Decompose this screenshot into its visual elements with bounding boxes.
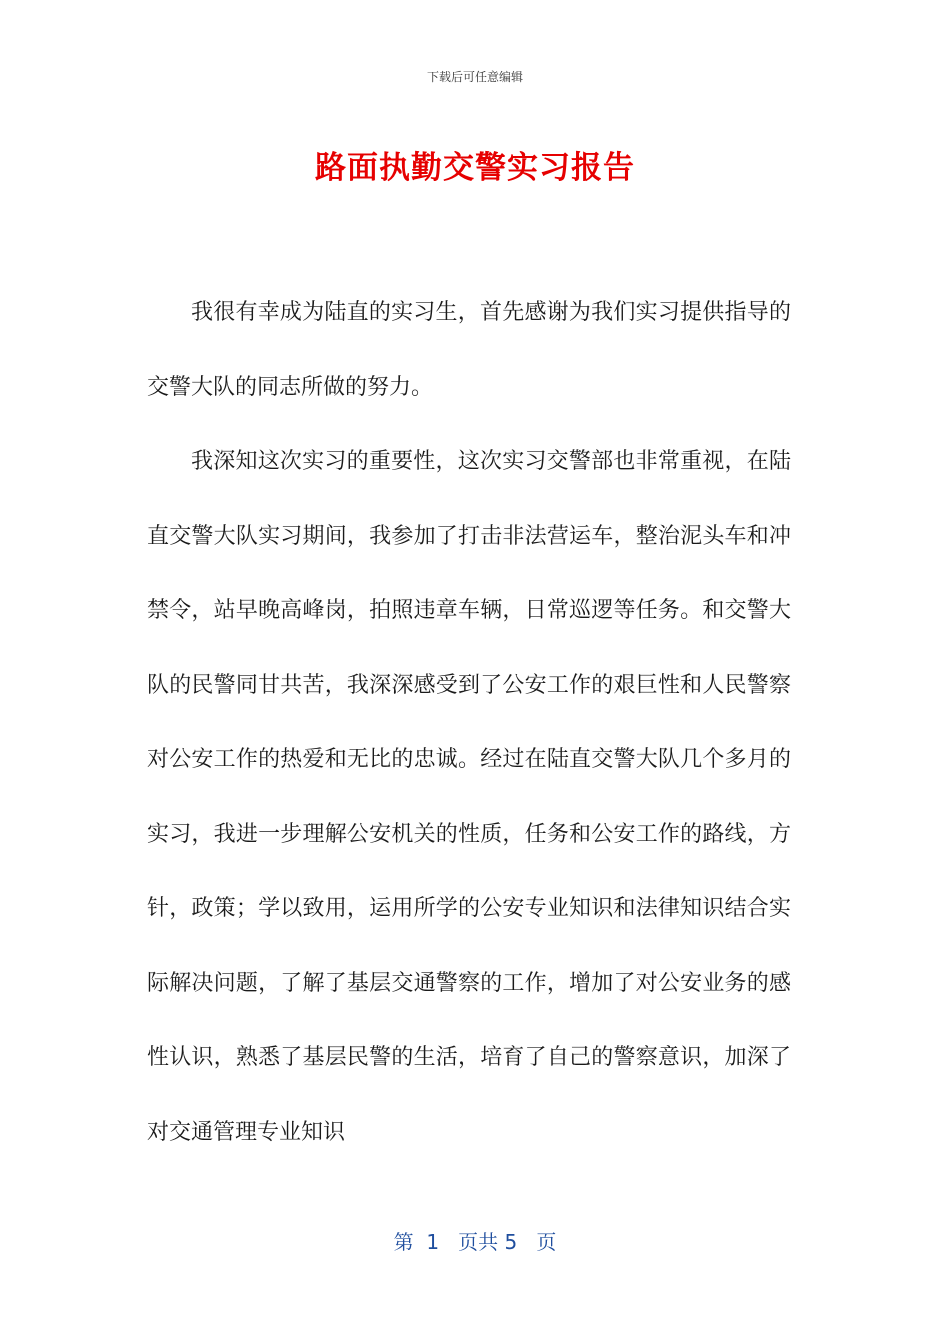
header-note: 下载后可任意编辑 [426, 70, 523, 84]
document-title: 路面执勤交警实习报告 [315, 150, 635, 186]
document-body [147, 276, 791, 1170]
page-number-footer: 第 1 页共 5 页 [393, 1230, 557, 1254]
paragraph-1: 我很有幸成为陆直的实习生，首先感谢为我们实习提供指导的交警大队的同志所做的努力。 [147, 300, 791, 400]
paragraph-2: 我深知这次实习的重要性，这次实习交警部也非常重视，在陆直交警大队实习期间，我参加了打击非法营运车，整治泥头车和冲禁令，站早晚高峰岗，拍照违章车辆，日常巡逻等任务。和交警大队的民警同甘共苦，我深深感受到了公安工作的艰巨性和人民警察对公安工作的热爱和无比的忠诚。经过在陆直交警大队几个多月的实习，我进一步理解公安机关的性质，任务和公安工作的路线，方针，政策；学以致用，运用所学的公安专业知识和法律知识结合实际解决问题，了解了基层交通警察的工作，增加了对公安业务的感性认识，熟悉了基层民警的生活，培育了自己的警察意识，加深了对交通管理专业知识 [147, 449, 791, 1145]
